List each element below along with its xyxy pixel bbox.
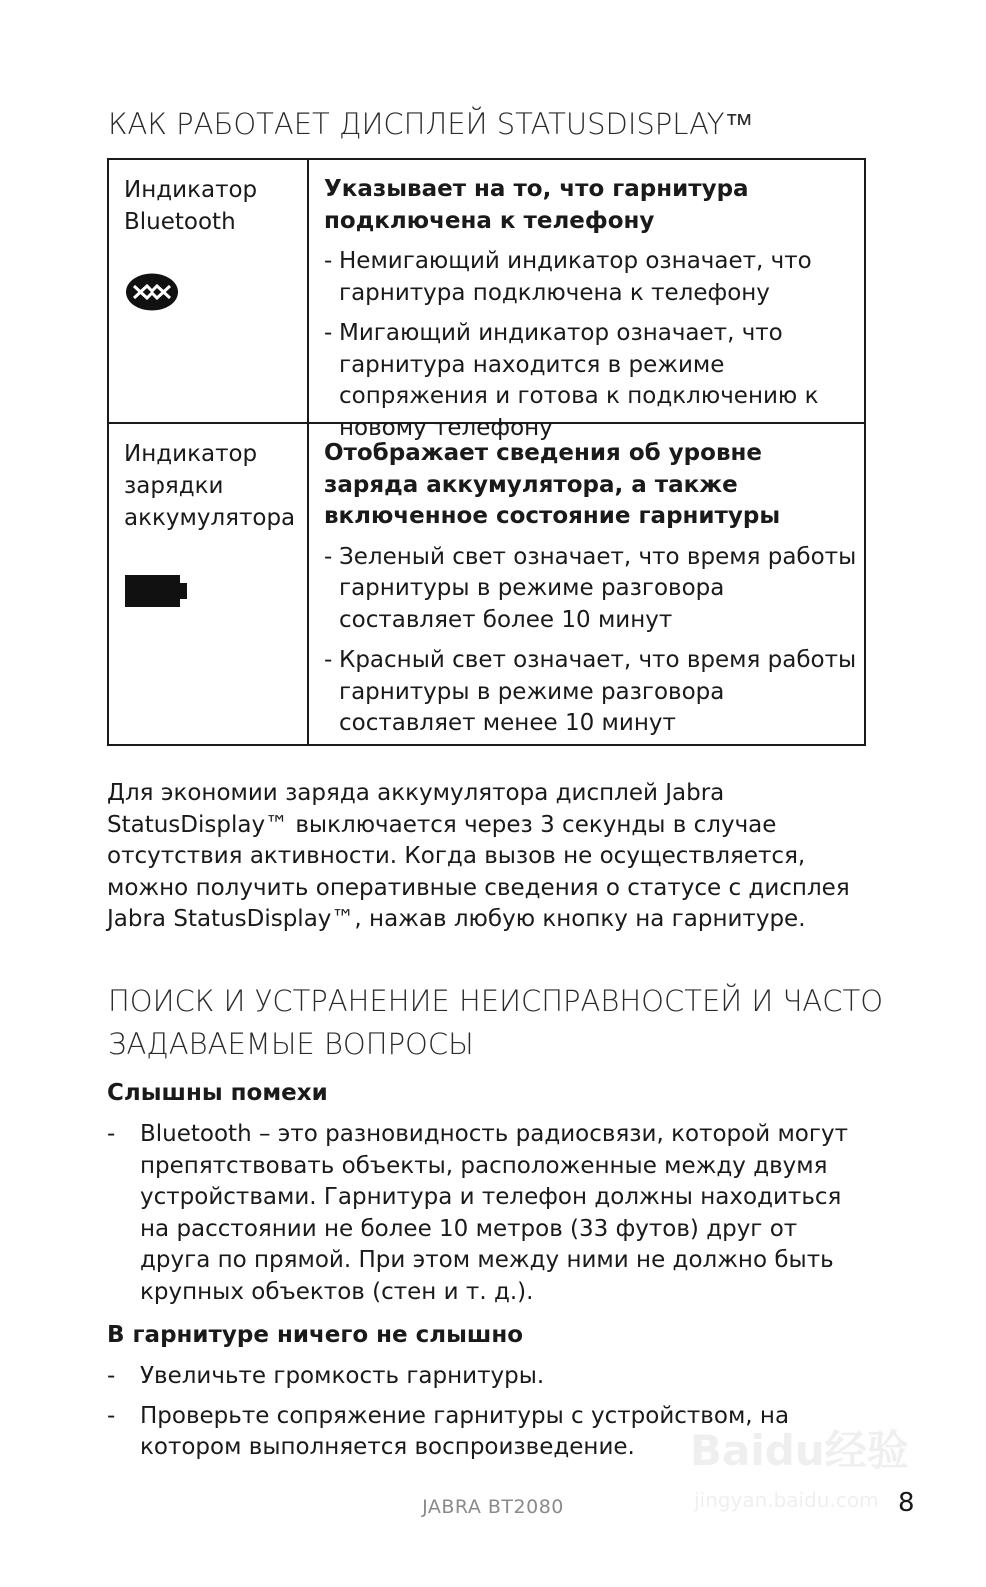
row-lead: Отображает сведения об уровне заряда аккумулятора, а также включенное состояние гарнитуры	[324, 440, 781, 529]
watermark-logo: Baidu经验	[690, 1426, 909, 1475]
list-item	[107, 1119, 867, 1308]
column-divider	[307, 160, 309, 422]
row-description	[324, 438, 859, 740]
dash: -	[107, 1121, 116, 1147]
table-row-bluetooth	[109, 160, 864, 441]
table-row-battery	[109, 424, 864, 746]
list-item-text: Зеленый свет означает, что время работы гарнитуры в режиме разговора составляет более 10 минут	[339, 543, 857, 633]
list-item	[324, 246, 859, 309]
list-item-text: Bluetooth – это разновидность радиосвязи, которой могут препятствовать объекты, расположенные между двумя устройствами. Гарнитура и телефон должны находиться на расстоянии не более 10 метров (33 футов) друг от друга по прямой. При этом между ними не должно быть крупных объектов (стен и т. д.).	[140, 1121, 848, 1305]
list-item-text: Мигающий индикатор означает, что гарнитура находится в режиме сопряжения и готова к подключению к новому телефону	[339, 320, 819, 441]
list-item-text: Немигающий индикатор означает, что гарнитура подключена к телефону	[339, 248, 812, 306]
dash: -	[324, 320, 333, 346]
dash: -	[324, 248, 333, 274]
list-item	[107, 1361, 867, 1393]
statusdisplay-table	[107, 158, 866, 746]
bluetooth-icon	[125, 272, 179, 312]
dash: -	[324, 543, 333, 570]
footer-product-name: JABRA BT2080	[422, 1496, 564, 1518]
section-title-troubleshooting: ПОИСК И УСТРАНЕНИЕ НЕИСПРАВНОСТЕЙ И ЧАСТО ЗАДАВАЕМЫЕ ВОПРОСЫ	[108, 984, 884, 1061]
battery-icon	[125, 574, 189, 608]
row-description	[324, 174, 859, 444]
dash: -	[107, 1363, 116, 1389]
row-label: Индикатор Bluetooth	[124, 177, 258, 235]
list-item	[324, 645, 859, 740]
dash: -	[324, 647, 333, 673]
row-lead: Указывает на то, что гарнитура подключена к телефону	[324, 176, 749, 234]
list-item-text: Проверьте сопряжение гарнитуры с устройством, на котором выполняется воспроизведение.	[140, 1402, 790, 1460]
row-label: Индикатор зарядки аккумулятора	[124, 441, 296, 531]
section-title-statusdisplay: КАК РАБОТАЕТ ДИСПЛЕЙ STATUSDISPLAY™	[108, 107, 754, 141]
column-divider	[307, 424, 309, 746]
dash: -	[107, 1402, 116, 1429]
page-number: 8	[898, 1488, 915, 1518]
faq-heading: Слышны помехи	[107, 1080, 328, 1106]
watermark-url: jingyan.baidu.com	[694, 1488, 879, 1512]
list-item-text: Увеличьте громкость гарнитуры.	[140, 1363, 545, 1389]
baidu-watermark	[690, 1418, 920, 1538]
faq-list	[107, 1119, 867, 1316]
battery-saving-paragraph: Для экономии заряда аккумулятора дисплей Jabra StatusDisplay™ выключается через 3 секунды в случае отсутствия активности. Когда вызов не осуществляется, можно получить оперативные сведения о статусе с дисплея Jabra StatusDisplay™, нажав любую кнопку на гарнитуре.	[107, 780, 850, 932]
list-item	[324, 542, 859, 637]
faq-heading: В гарнитуре ничего не слышно	[107, 1322, 524, 1348]
list-item-text: Красный свет означает, что время работы гарнитуры в режиме разговора составляет менее 10 минут	[339, 647, 857, 736]
